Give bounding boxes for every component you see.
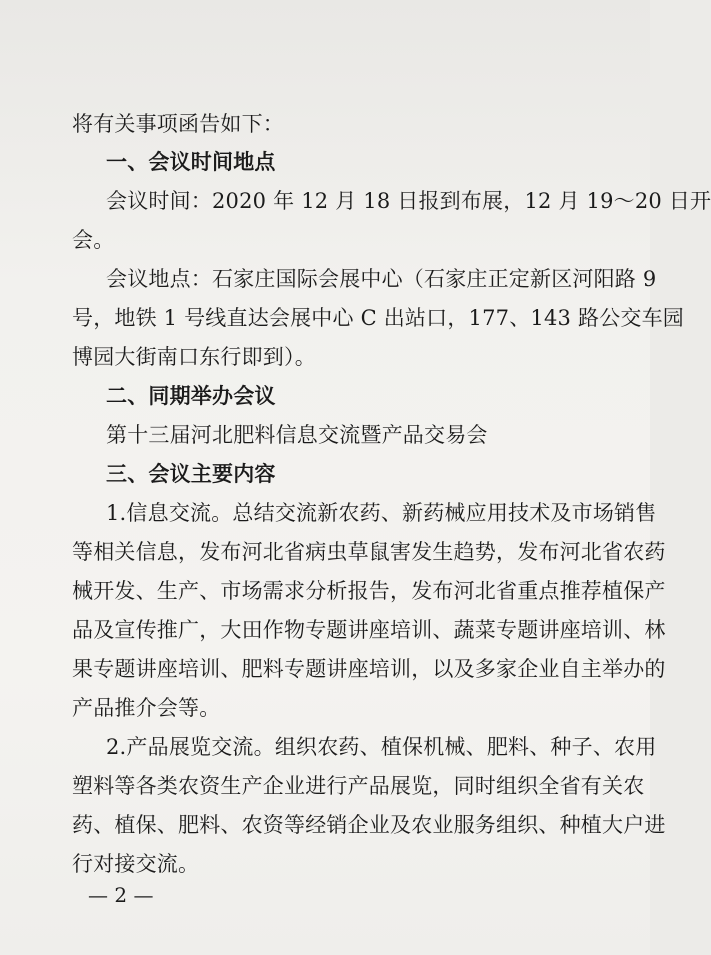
content-item-1-line-2: 等相关信息，发布河北省病虫草鼠害发生趋势，发布河北省农药	[72, 540, 666, 564]
content-item-2-line-1: 2.产品展览交流。组织农药、植保机械、肥料、种子、农用	[106, 735, 657, 759]
content-item-2-line-4: 行对接交流。	[72, 852, 200, 876]
concurrent-meeting-line: 第十三届河北肥料信息交流暨产品交易会	[106, 423, 488, 447]
section-heading-concurrent-meeting: 二、同期举办会议	[106, 384, 276, 408]
section-heading-time-location: 一、会议时间地点	[106, 150, 276, 174]
content-item-1-line-1: 1.信息交流。总结交流新农药、新药械应用技术及市场销售	[106, 501, 657, 525]
content-item-1-line-4: 品及宣传推广，大田作物专题讲座培训、蔬菜专题讲座培训、林	[72, 618, 666, 642]
section-heading-main-content: 三、会议主要内容	[106, 462, 276, 486]
page-number: — 2 —	[88, 883, 154, 907]
intro-line: 将有关事项函告如下：	[72, 112, 284, 136]
meeting-location-line-1: 会议地点：石家庄国际会展中心（石家庄正定新区河阳路 9	[106, 267, 657, 291]
content-item-2-line-2: 塑料等各类农资生产企业进行产品展览，同时组织全省有关农	[72, 774, 645, 798]
content-item-1-line-6: 产品推介会等。	[72, 696, 221, 720]
meeting-location-line-2: 号，地铁 1 号线直达会展中心 C 出站口，177、143 路公交车园	[72, 306, 684, 330]
content-item-2-line-3: 药、植保、肥料、农资等经销企业及农业服务组织、种植大户进	[72, 813, 666, 837]
meeting-time-line-2: 会。	[72, 228, 115, 252]
meeting-location-line-3: 博园大街南口东行即到）。	[72, 345, 316, 369]
content-item-1-line-5: 果专题讲座培训、肥料专题讲座培训，以及多家企业自主举办的	[72, 657, 666, 681]
meeting-time-line-1: 会议时间：2020 年 12 月 18 日报到布展，12 月 19～20 日开	[106, 189, 711, 213]
content-item-1-line-3: 械开发、生产、市场需求分析报告，发布河北省重点推荐植保产	[72, 579, 666, 603]
